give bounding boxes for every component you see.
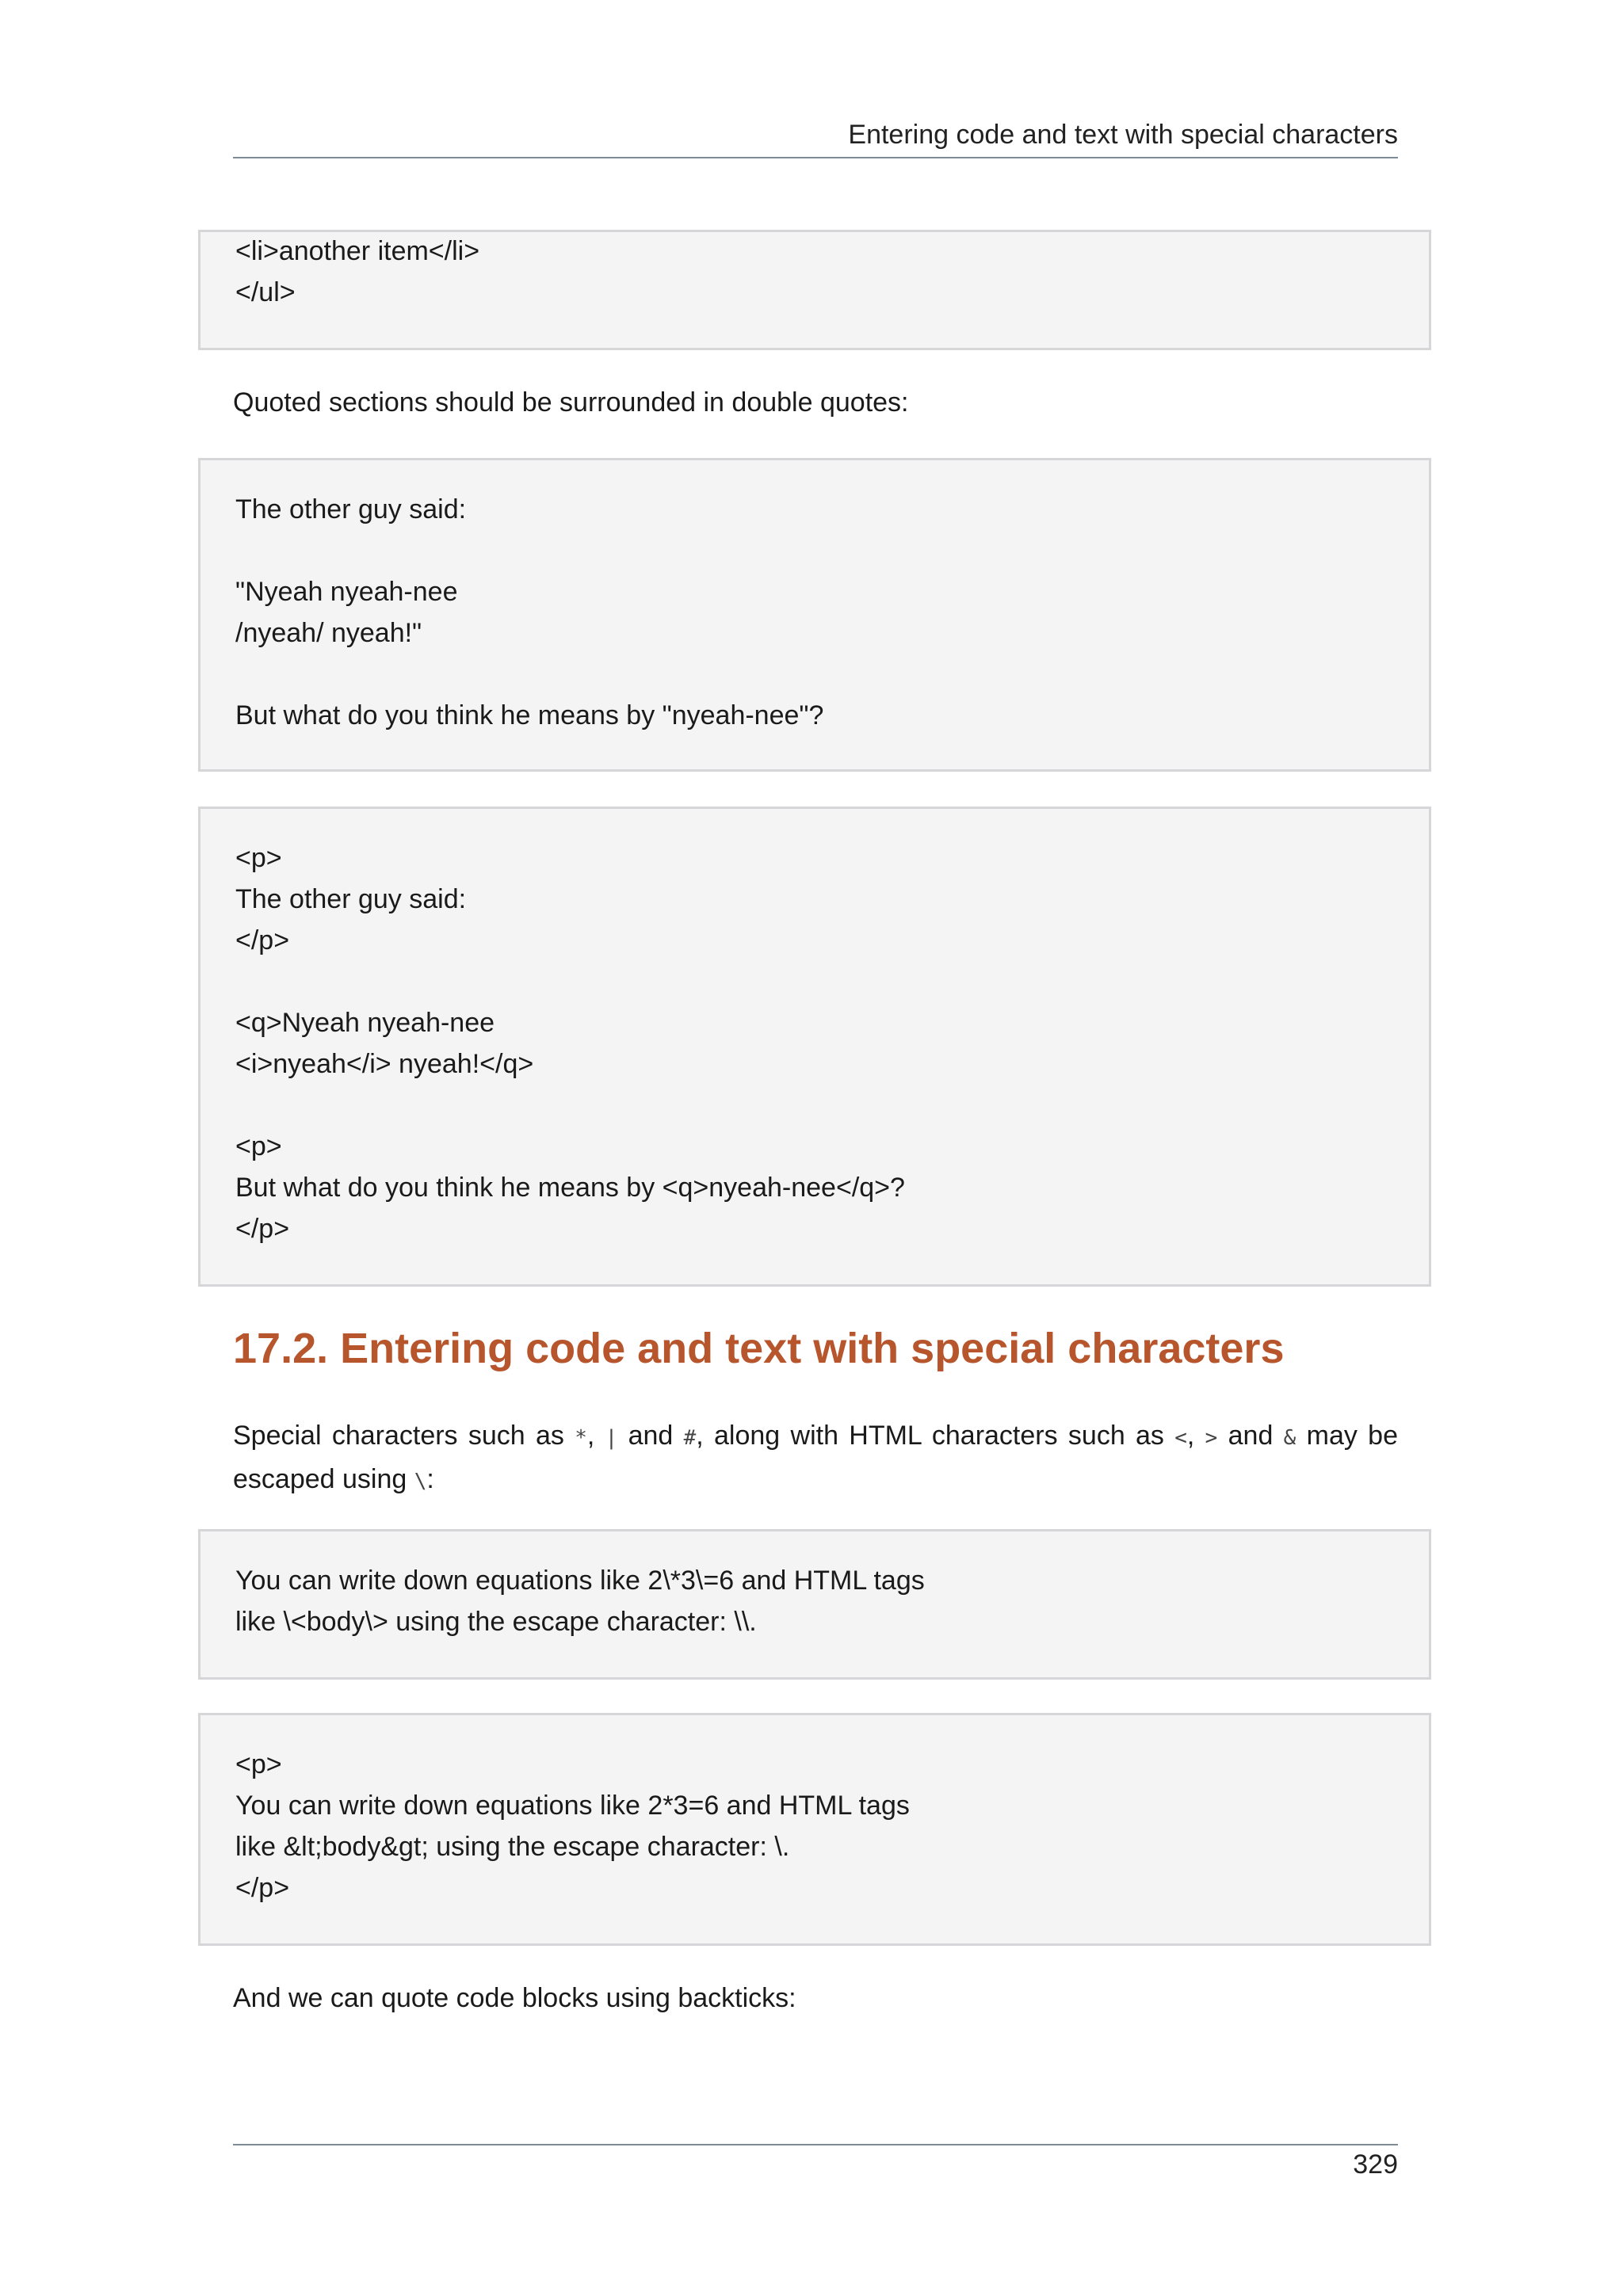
code-block-escape-source: [198, 1529, 1431, 1680]
quoted-intro-paragraph: Quoted sections should be surrounded in double quotes:: [233, 387, 909, 418]
inline-code-asterisk: *: [575, 1426, 587, 1450]
code-block-quote-html: [198, 807, 1431, 1287]
code-line: You can write down equations like 2\*3\=6 and HTML tags: [235, 1566, 925, 1596]
code-line: like &lt;body&gt; using the escape character: \.: [235, 1832, 790, 1862]
code-line: </p>: [235, 1873, 290, 1903]
code-line: You can write down equations like 2*3=6 and HTML tags: [235, 1791, 910, 1821]
paragraph-text: :: [426, 1464, 434, 1494]
code-line: /nyeah/ nyeah!": [235, 618, 422, 648]
inline-code-greater-than: >: [1205, 1426, 1218, 1450]
inline-code-ampersand: &: [1283, 1426, 1296, 1450]
paragraph-text: , along with HTML characters such as: [696, 1421, 1175, 1451]
code-line: </p>: [235, 1214, 290, 1244]
code-line: <i>nyeah</i> nyeah!</q>: [235, 1049, 534, 1079]
code-block-list-tail: [198, 230, 1431, 350]
backticks-intro-paragraph: And we can quote code blocks using backticks:: [233, 1983, 796, 2013]
special-characters-paragraph: [233, 1415, 1398, 1502]
code-line: <li>another item</li>: [235, 236, 480, 266]
paragraph-text: ,: [1186, 1421, 1205, 1451]
code-line: "Nyeah nyeah-nee: [235, 577, 458, 607]
code-line: <p>: [235, 843, 282, 873]
footer-rule: [233, 2144, 1398, 2145]
section-heading: 17.2. Entering code and text with special characters: [233, 1325, 1285, 1372]
paragraph-text: and: [1217, 1421, 1284, 1451]
code-line: The other guy said:: [235, 494, 467, 524]
inline-code-less-than: <: [1174, 1426, 1187, 1450]
code-line: The other guy said:: [235, 884, 467, 914]
code-line: But what do you think he means by <q>nyeah-nee</q>?: [235, 1173, 905, 1203]
running-header: [233, 116, 1398, 158]
code-line: <p>: [235, 1131, 282, 1161]
code-block-escape-html: [198, 1713, 1431, 1946]
code-line: </ul>: [235, 277, 296, 307]
paragraph-text: may be escaped using: [233, 1421, 1398, 1494]
running-header-title: Entering code and text with special characters: [848, 120, 1398, 150]
paragraph-text: Special characters such as: [233, 1421, 575, 1451]
code-line: like \<body\> using the escape character: \\.: [235, 1607, 757, 1637]
code-line: </p>: [235, 925, 290, 955]
inline-code-pipe: |: [605, 1426, 618, 1450]
page-number: 329: [1353, 2149, 1398, 2180]
code-block-quote-source: [198, 458, 1431, 772]
inline-code-backslash: \: [414, 1470, 427, 1493]
code-line: But what do you think he means by "nyeah-nee"?: [235, 700, 824, 730]
paragraph-text: and: [617, 1421, 684, 1451]
inline-code-hash: #: [683, 1426, 697, 1450]
code-line: <p>: [235, 1749, 282, 1779]
code-line: <q>Nyeah nyeah-nee: [235, 1008, 495, 1038]
paragraph-text: ,: [586, 1421, 605, 1451]
